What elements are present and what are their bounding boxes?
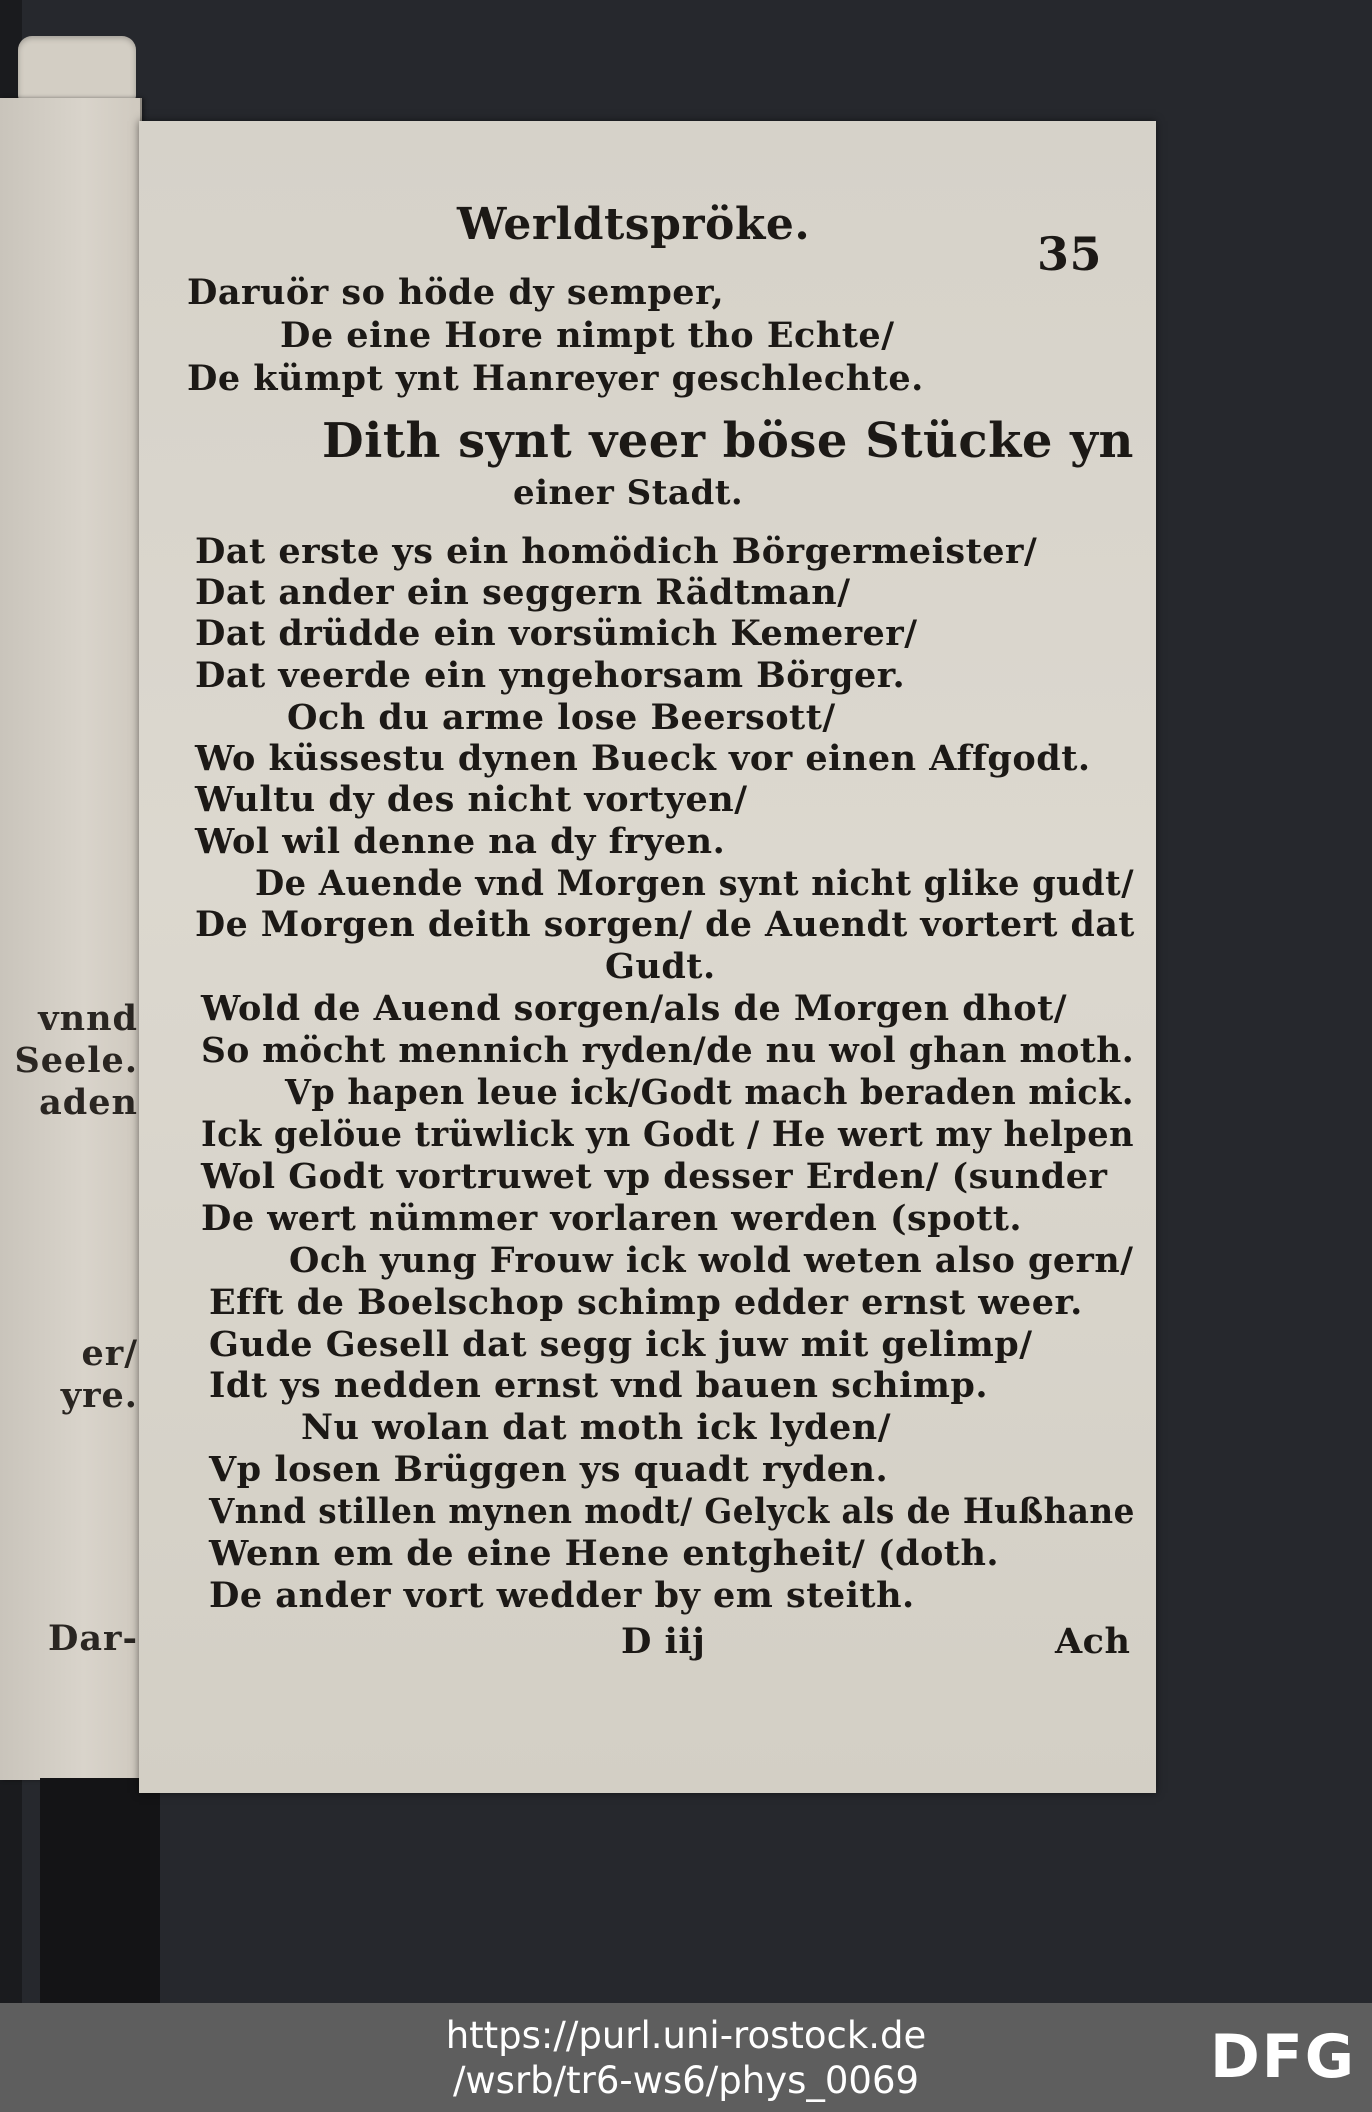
facing-page [0,98,142,1780]
text-line: Idt ys nedden ernst vnd bauen schimp. [209,1365,989,1406]
facing-page-fragment: yre. [60,1375,138,1416]
facing-page-fragment: Dar- [48,1618,138,1659]
facing-page-fragment: aden [39,1082,138,1123]
book-page [139,121,1156,1793]
signature-mark: D iij [621,1621,706,1662]
text-line: Wultu dy des nicht vortyen/ [195,779,748,820]
text-line: De eine Hore nimpt tho Echte/ [280,315,895,356]
text-line: De wert nümmer vorlaren werden (spott. [201,1198,1023,1239]
page-number: 35 [1037,227,1103,281]
text-line: De kümpt ynt Hanreyer geschlechte. [187,358,924,399]
facing-page-fragment: er/ [81,1333,138,1374]
dfg-logo: DFG [1210,2022,1357,2092]
text-line: Efft de Boelschop schimp edder ernst weer. [209,1282,1083,1323]
text-line: Vp losen Brüggen ys quadt ryden. [209,1449,889,1490]
section-heading: Dith synt veer böse Stücke yn [322,413,1134,469]
text-line: De Auende vnd Morgen synt nicht glike gudt/ [255,863,1134,904]
facing-page-fragment: Seele. [14,1040,138,1081]
text-line: Vp hapen leue ick/Godt mach beraden mick. [285,1072,1134,1113]
text-line: Gude Gesell dat segg ick juw mit gelimp/ [209,1324,1033,1365]
catchword: Ach [1055,1621,1131,1662]
text-line: Wold de Auend sorgen/als de Morgen dhot/ [201,988,1068,1029]
facing-page-fragment: vnnd [38,998,138,1039]
text-line: Gudt. [605,946,716,987]
book-spine-shadow [40,1778,160,2003]
section-subheading: einer Stadt. [513,473,744,513]
permalink-line-2[interactable]: /wsrb/tr6-ws6/phys_0069 [452,2059,920,2102]
text-line: Dat veerde ein yngehorsam Börger. [195,655,906,696]
permalink[interactable] [0,2013,1372,2103]
permalink-line-1[interactable]: https://purl.uni-rostock.de [445,2014,927,2057]
text-line: Wenn em de eine Hene entgheit/ (doth. [209,1533,1000,1574]
text-line: Och yung Frouw ick wold weten also gern/ [289,1240,1134,1281]
text-line: Dat ander ein seggern Rädtman/ [195,572,851,613]
text-line: So möcht mennich ryden/de nu wol ghan moth. [201,1030,1135,1071]
text-line: Ick gelöue trüwlick yn Godt / He wert my helpen [201,1114,1134,1155]
book-spine-headband [18,36,136,100]
text-line: De ander vort wedder by em steith. [209,1575,915,1616]
text-line: Dat erste ys ein homödich Börgermeister/ [195,531,1038,572]
text-line: Nu wolan dat moth ick lyden/ [301,1407,892,1448]
text-line: Wol Godt vortruwet vp desser Erden/ (sunder [201,1156,1108,1197]
viewer-footer [0,2003,1372,2112]
text-line: Wol wil denne na dy fryen. [195,821,726,862]
text-line: Wo küssestu dynen Bueck vor einen Affgodt. [195,738,1091,779]
text-line: Daruör so höde dy semper, [187,272,725,313]
running-head: Werldtspröke. [457,199,811,250]
text-line: Och du arme lose Beersott/ [287,697,836,738]
text-line: De Morgen deith sorgen/ de Auendt vortert dat [195,904,1135,945]
text-line: Dat drüdde ein vorsümich Kemerer/ [195,613,918,654]
text-line: Vnnd stillen mynen modt/ Gelyck als de Hußhane [209,1491,1135,1532]
